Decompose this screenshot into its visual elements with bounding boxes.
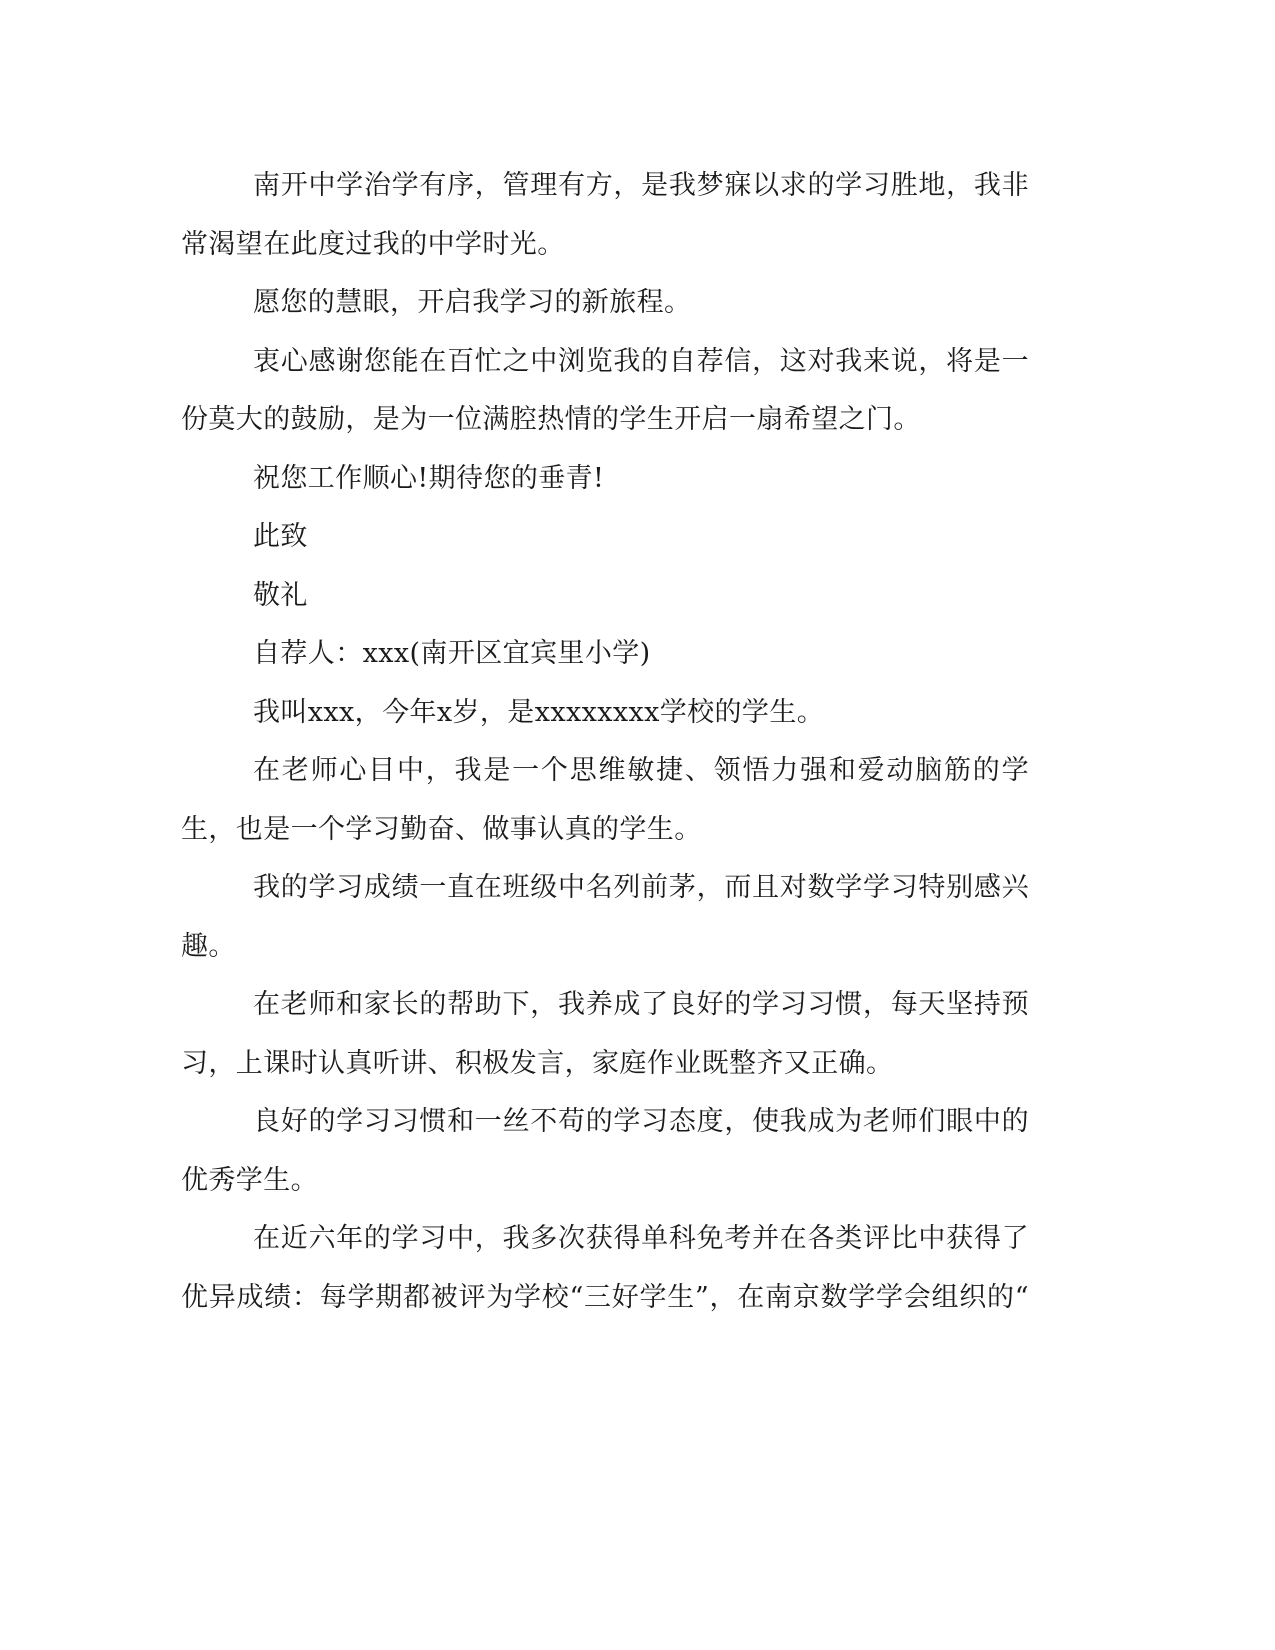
- letter-body: [181, 157, 1029, 1327]
- paragraph-awards: 在近六年的学习中，我多次获得单科免考并在各类评比中获得了优异成绩：每学期都被评为学校“三好学生”，在南京数学学会组织的“: [181, 1223, 1029, 1313]
- paragraph-wish: 愿您的慧眼，开启我学习的新旅程。: [253, 287, 692, 318]
- paragraph-blessing: 祝您工作顺心!期待您的垂青!: [253, 462, 605, 494]
- paragraph-grades: 我的学习成绩一直在班级中名列前茅，而且对数学学习特别感兴趣。: [181, 872, 1029, 962]
- closing-respect: 敬礼: [253, 579, 308, 611]
- paragraph-thanks: 衷心感谢您能在百忙之中浏览我的自荐信，这对我来说，将是一份莫大的鼓励，是为一位满腔热情的学生开启一扇希望之门。: [181, 345, 1029, 435]
- closing-salutation: 此致: [253, 521, 308, 552]
- paragraph-attitude: 良好的学习习惯和一丝不苟的学习态度，使我成为老师们眼中的优秀学生。: [181, 1106, 1029, 1196]
- paragraph-school-praise: 南开中学治学有序，管理有方，是我梦寐以求的学习胜地，我非常渴望在此度过我的中学时光。: [181, 170, 1029, 260]
- signature-line: 自荐人：xxx(南开区宜宾里小学): [253, 638, 651, 669]
- paragraph-habits: 在老师和家长的帮助下，我养成了良好的学习习惯，每天坚持预习，上课时认真听讲、积极发言，家庭作业既整齐又正确。: [181, 989, 1029, 1079]
- paragraph-teacher-view: 在老师心目中，我是一个思维敏捷、领悟力强和爱动脑筋的学生，也是一个学习勤奋、做事认真的学生。: [181, 755, 1029, 845]
- paragraph-introduction: 我叫xxx，今年x岁，是xxxxxxxx学校的学生。: [253, 696, 825, 728]
